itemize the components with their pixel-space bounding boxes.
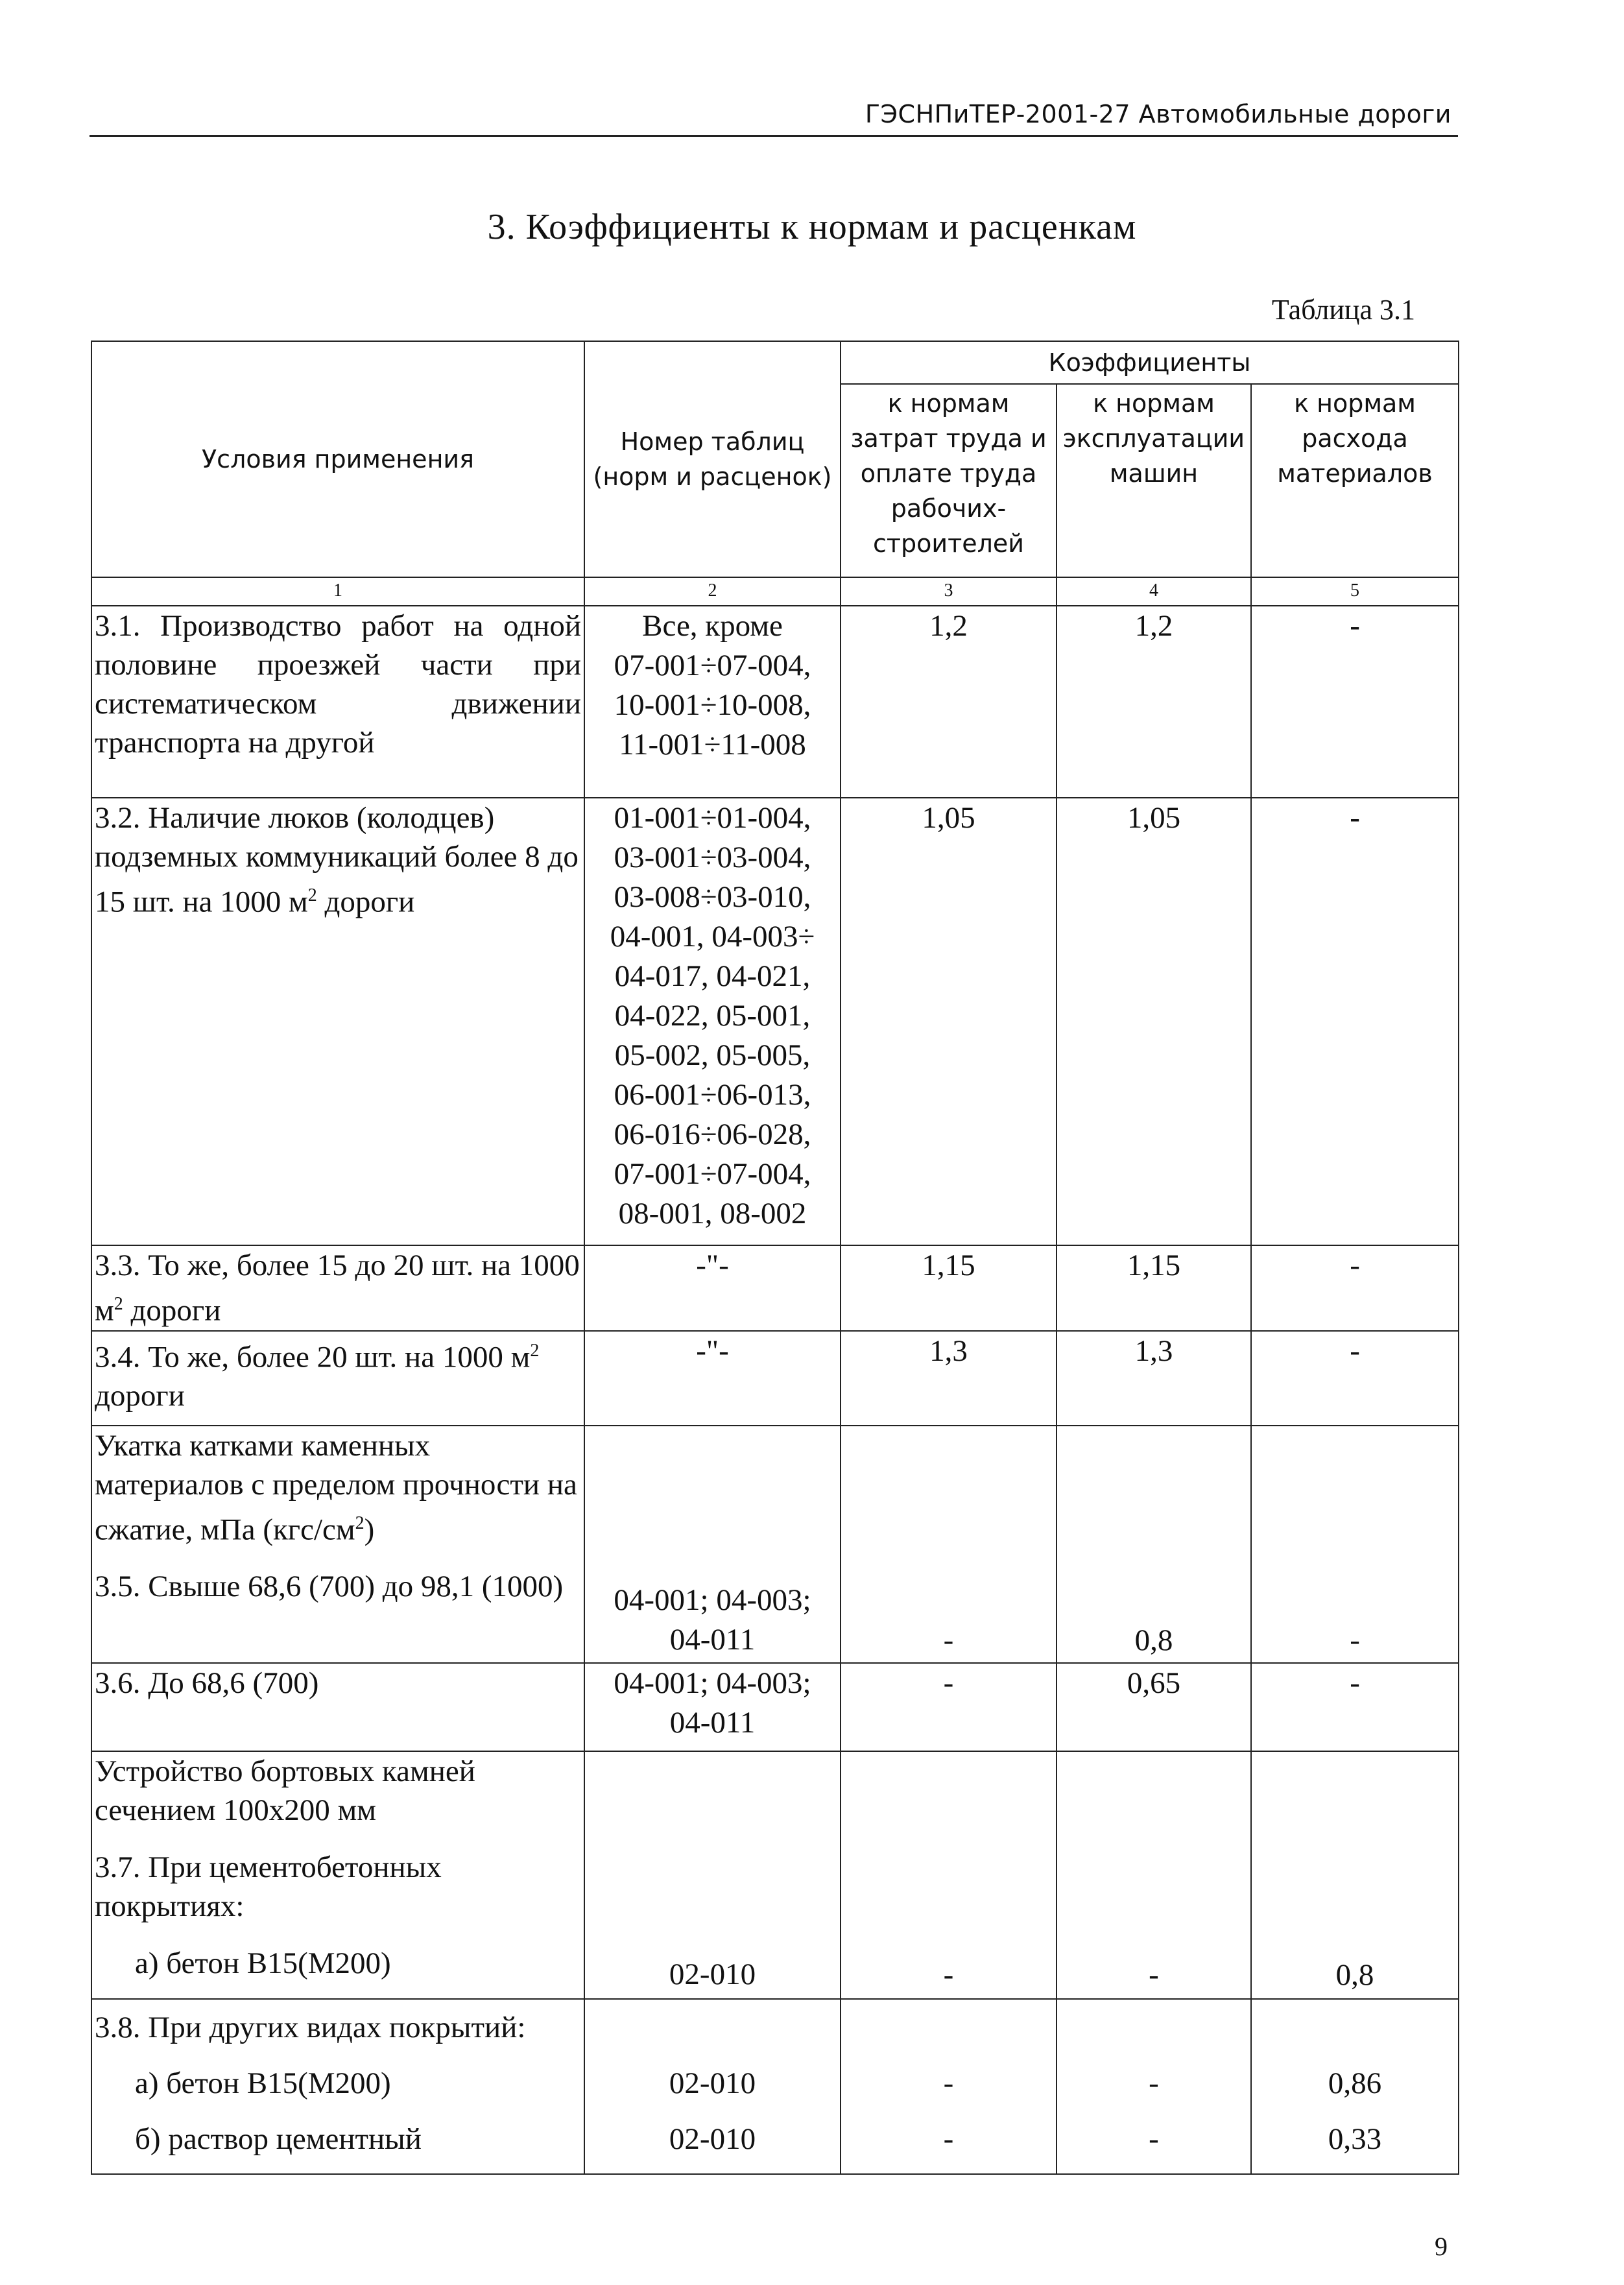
- row-3-7-label: 3.7. При цементобетонных покрытиях:: [95, 1850, 442, 1923]
- col-number-1: 1: [91, 577, 584, 606]
- row-3-6-tables: [584, 1663, 841, 1751]
- row-3-6-labor: -: [841, 1663, 1057, 1751]
- table-ref: 03-008÷03-010,: [614, 880, 811, 914]
- row-3-8-labor: [841, 1999, 1057, 2174]
- table-ref: 04-022, 05-001,: [614, 999, 811, 1033]
- table-ref: 04-001, 04-003÷: [610, 920, 815, 953]
- header-labor: к нормам затрат труда и оплате труда рабочих-строителей: [841, 384, 1057, 577]
- row-3-4-materials: -: [1251, 1331, 1459, 1426]
- row-3-8-label: 3.8. При других видах покрытий:: [95, 2010, 526, 2044]
- row-3-1-condition: 3.1. Производство работ на одной половине проезжей части при систематическом движении транспорта на другой: [91, 606, 584, 798]
- row-3-3-tables: -"-: [584, 1245, 841, 1331]
- table-ref: 11-001÷11-008: [619, 728, 806, 761]
- value-cell: -: [1149, 2066, 1159, 2100]
- row-3-1-materials: -: [1251, 606, 1459, 798]
- table-row: [91, 1245, 1459, 1331]
- table-ref: 04-001; 04-003;: [614, 1666, 811, 1700]
- col-number-5: 5: [1251, 577, 1459, 606]
- row-3-2-materials: -: [1251, 798, 1459, 1245]
- table-ref: 03-001÷03-004,: [614, 841, 811, 874]
- value-cell: -: [1149, 2122, 1159, 2156]
- row-3-8-machines: [1057, 1999, 1251, 2174]
- header-conditions: Условия применения: [91, 341, 584, 577]
- table-ref: 08-001, 08-002: [618, 1197, 807, 1230]
- table-label: Таблица 3.1: [1271, 294, 1415, 326]
- row-3-4-labor: 1,3: [841, 1331, 1057, 1426]
- running-header-title: ГЭСНПиТЕР-2001-27 Автомобильные дороги: [865, 100, 1451, 128]
- row-3-4-condition: 3.4. То же, более 20 шт. на 1000 $м^2$ дороги: [91, 1331, 584, 1426]
- row-3-4-machines: 1,3: [1057, 1331, 1251, 1426]
- table-row: [91, 1426, 1459, 1663]
- row-3-5-materials: -: [1251, 1426, 1459, 1663]
- table-ref: 04-011: [669, 1705, 756, 1740]
- row-3-8-condition: [91, 1999, 584, 2174]
- table-ref: 10-001÷10-008,: [614, 688, 811, 722]
- row-3-7-sub-a: а) бетон В15(М200): [135, 1946, 391, 1980]
- table-ref: 04-017, 04-021,: [614, 959, 811, 993]
- row-3-2-machines: 1,05: [1057, 798, 1251, 1245]
- row-3-7-labor: -: [841, 1751, 1057, 1999]
- table-ref: 01-001÷01-004,: [614, 801, 811, 835]
- row-3-5-machines: 0,8: [1057, 1426, 1251, 1663]
- group-heading-rolling: Укатка катками каменных материалов с пределом прочности на сжатие, мПа $(кгс/см^2)$: [95, 1428, 577, 1547]
- row-3-8-materials: [1251, 1999, 1459, 2174]
- row-3-2-labor: 1,05: [841, 798, 1057, 1245]
- table-row: [91, 606, 1459, 798]
- page-number: 9: [1435, 2232, 1448, 2261]
- row-3-8-sub-b: б) раствор цементный: [135, 2122, 422, 2156]
- table-ref: 05-002, 05-005,: [614, 1038, 811, 1072]
- row-3-7-materials: 0,8: [1251, 1751, 1459, 1999]
- row-3-6-materials: -: [1251, 1663, 1459, 1751]
- row-3-6-condition: 3.6. До 68,6 (700): [91, 1663, 584, 1751]
- coefficients-table: [91, 341, 1459, 2175]
- table-ref: 06-016÷06-028,: [614, 1118, 811, 1151]
- header-coefficients: Коэффициенты: [841, 341, 1459, 384]
- table-row: [91, 1751, 1459, 1999]
- table-ref: 07-001÷07-004,: [614, 1157, 811, 1191]
- row-3-5-condition: [91, 1426, 584, 1663]
- running-header: [90, 97, 1458, 137]
- table-row: [91, 1999, 1459, 2174]
- row-3-5-tables: [584, 1426, 841, 1663]
- header-table-numbers: Номер таблиц (норм и расценок): [584, 341, 841, 577]
- table-ref: 07-001÷07-004,: [614, 649, 811, 682]
- value-cell: 0,33: [1328, 2122, 1382, 2156]
- section-title: 3. Коэффициенты к нормам и расценкам: [487, 207, 1137, 247]
- row-3-5-label: 3.5. Свыше 68,6 (700) до 98,1 (1000): [95, 1570, 564, 1604]
- row-3-7-tables: 02-010: [584, 1751, 841, 1999]
- row-3-1-tables: [584, 606, 841, 798]
- header-machines: к нормам эксплуатации машин: [1057, 384, 1251, 577]
- table-row: [91, 798, 1459, 1245]
- row-3-1-machines: 1,2: [1057, 606, 1251, 798]
- row-3-3-machines: 1,15: [1057, 1245, 1251, 1331]
- row-3-4-tables: -"-: [584, 1331, 841, 1426]
- row-3-3-materials: -: [1251, 1245, 1459, 1331]
- row-3-6-machines: 0,65: [1057, 1663, 1251, 1751]
- table-ref: 06-001÷06-013,: [614, 1078, 811, 1112]
- row-3-8-sub-a: а) бетон В15(М200): [135, 2066, 391, 2100]
- table-ref: 02-010: [669, 2066, 756, 2100]
- row-3-2-tables: [584, 798, 841, 1245]
- row-3-1-labor: 1,2: [841, 606, 1057, 798]
- row-3-7-machines: -: [1057, 1751, 1251, 1999]
- col-number-3: 3: [841, 577, 1057, 606]
- row-3-5-labor: -: [841, 1426, 1057, 1663]
- row-3-7-condition: [91, 1751, 584, 1999]
- table-ref: 04-011: [669, 1622, 756, 1657]
- row-3-3-condition: 3.3. То же, более 15 до 20 шт. на 1000 $м^2$ дороги: [91, 1245, 584, 1331]
- group-heading-curbs: Устройство бортовых камней сечением 100х200 мм: [95, 1754, 475, 1827]
- header-materials: к нормам расхода материалов: [1251, 384, 1459, 577]
- table-ref: 02-010: [669, 2122, 756, 2156]
- row-3-2-condition: 3.2. Наличие люков (колодцев) подземных коммуникаций более 8 до 15 шт. на 1000 $м^2$ дороги: [91, 798, 584, 1245]
- table-ref: 04-001; 04-003;: [614, 1583, 811, 1617]
- row-3-8-tables: [584, 1999, 841, 2174]
- col-number-2: 2: [584, 577, 841, 606]
- table-ref: Все, кроме: [642, 609, 783, 643]
- row-3-3-labor: 1,15: [841, 1245, 1057, 1331]
- table-row: [91, 1331, 1459, 1426]
- col-number-4: 4: [1057, 577, 1251, 606]
- value-cell: -: [943, 2066, 954, 2100]
- value-cell: -: [943, 2122, 954, 2156]
- table-row: [91, 1663, 1459, 1751]
- value-cell: 0,86: [1328, 2066, 1382, 2100]
